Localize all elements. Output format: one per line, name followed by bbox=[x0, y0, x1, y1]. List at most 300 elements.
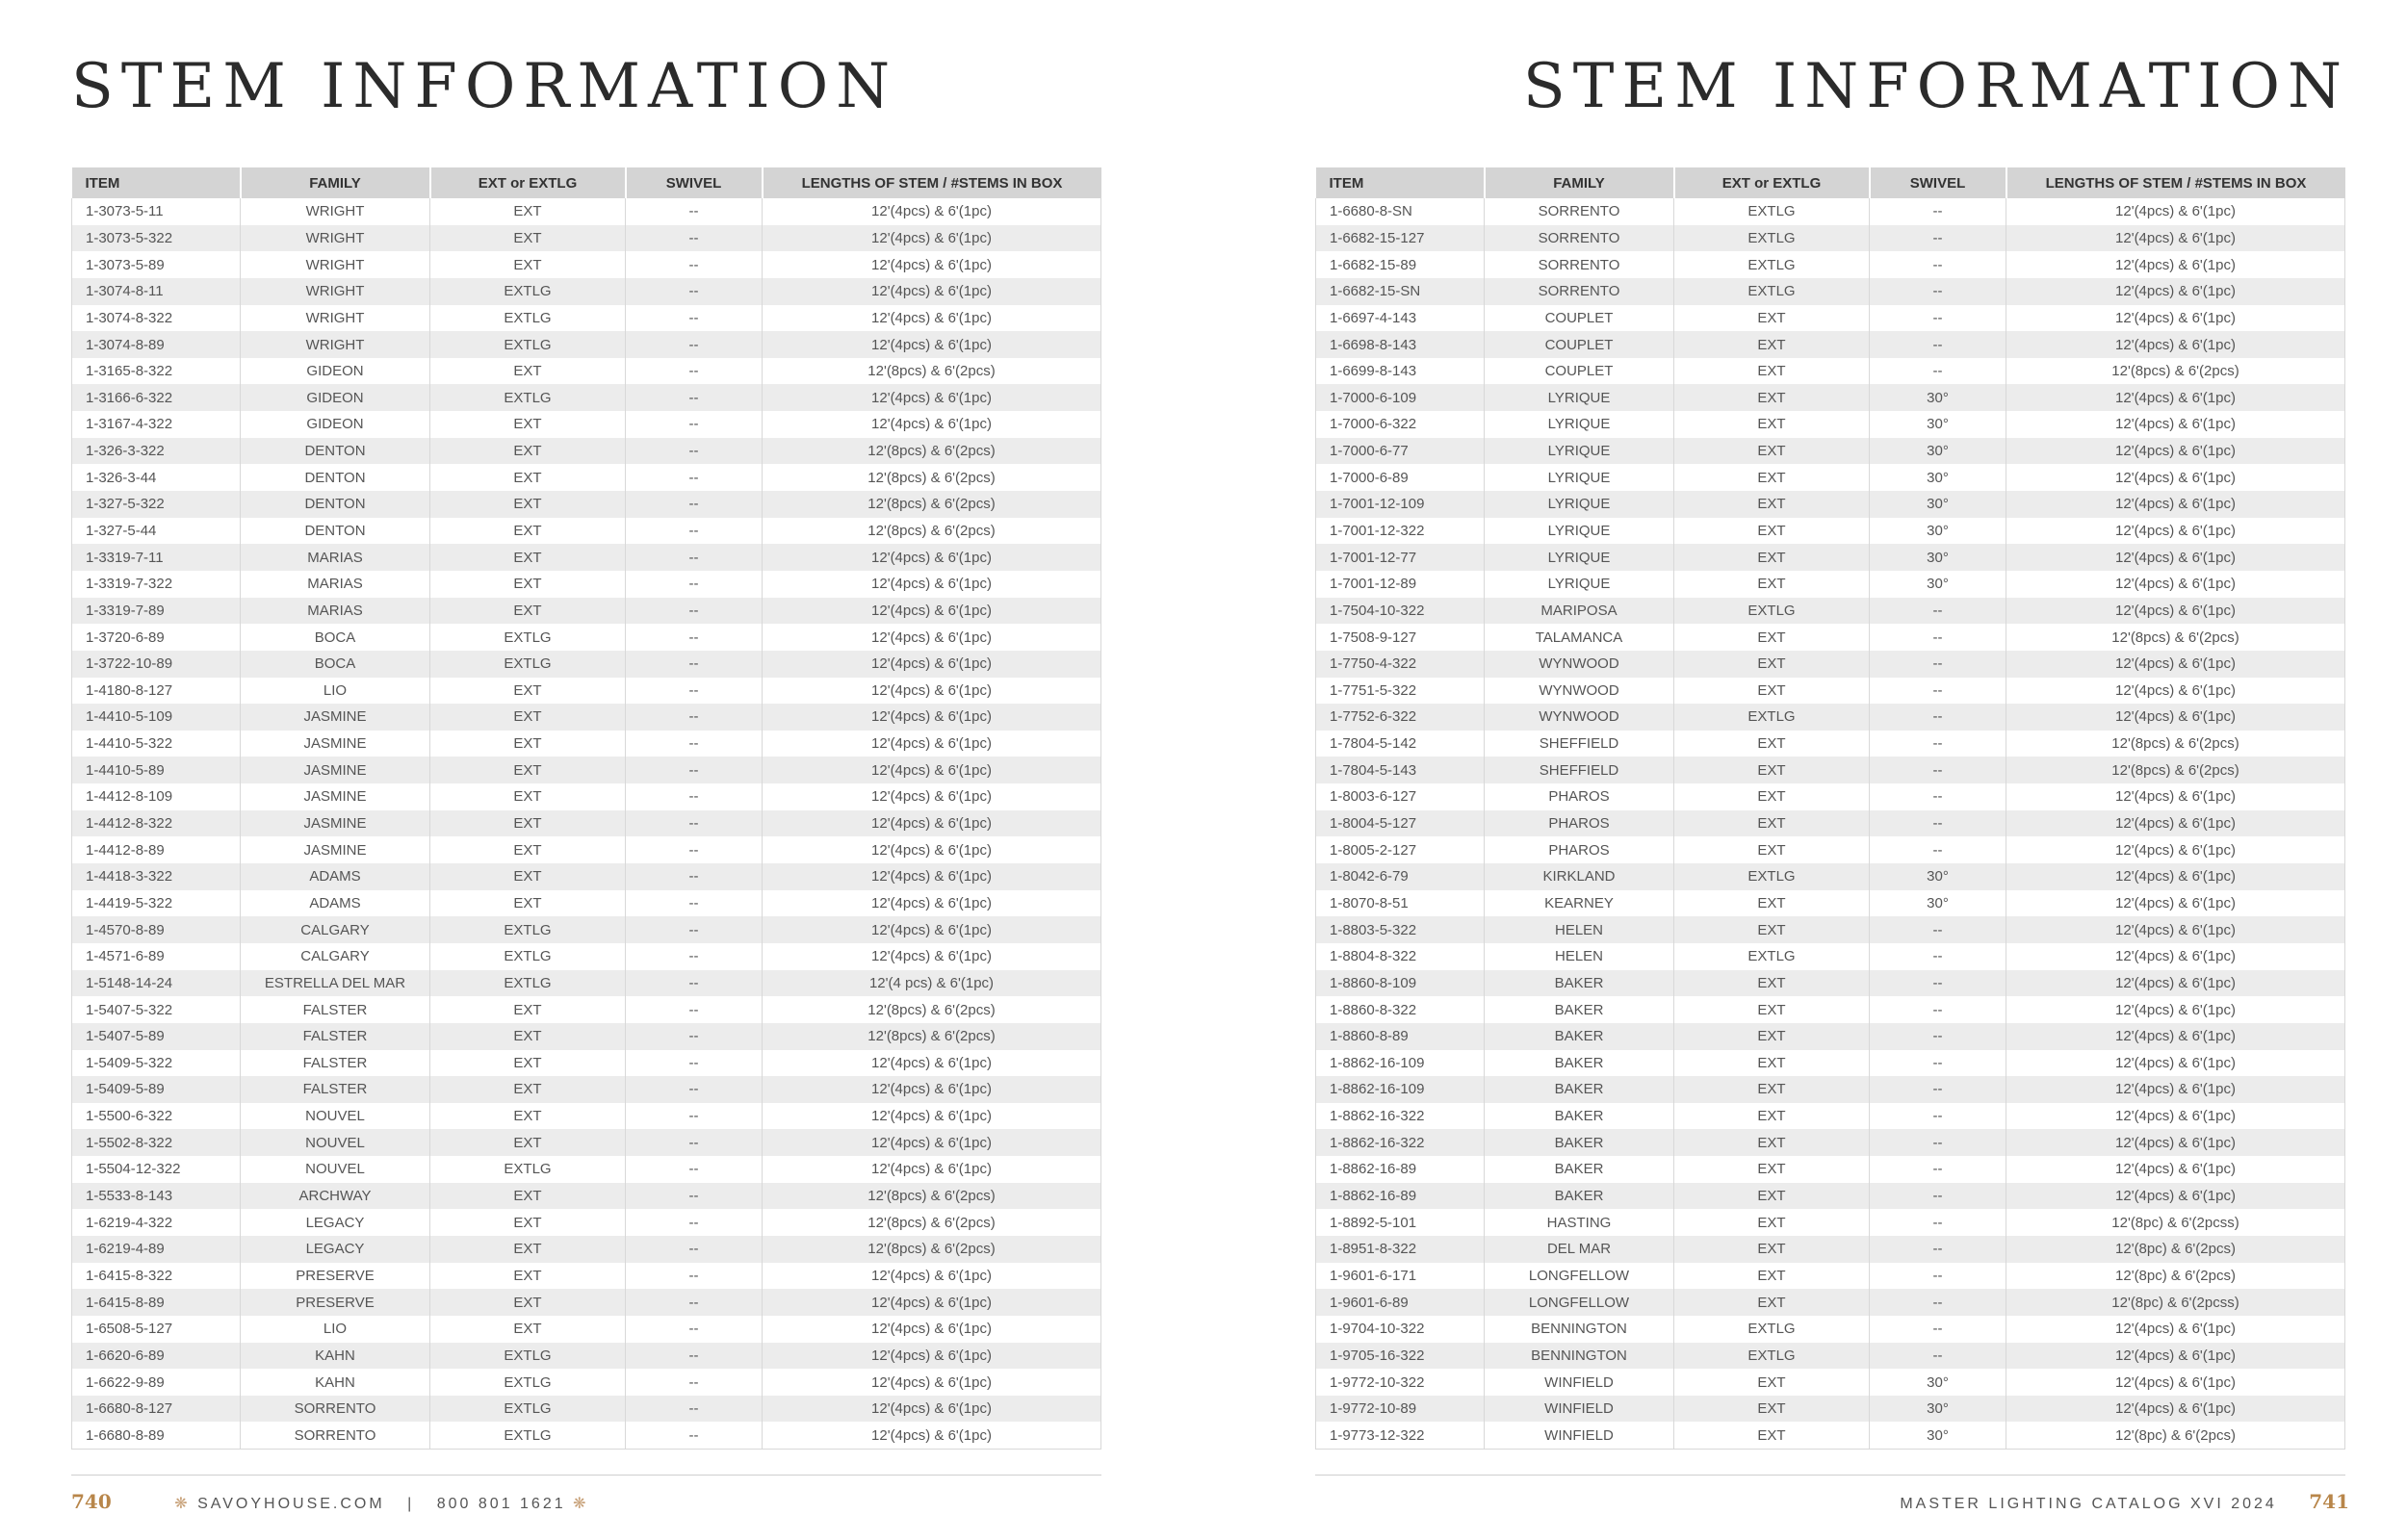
table-row bbox=[1316, 1103, 2345, 1130]
cell-lengths: 12'(4pcs) & 6'(1pc) bbox=[2006, 704, 2345, 731]
cell-ext: EXTLG bbox=[430, 1396, 626, 1423]
cell-ext: EXT bbox=[1674, 757, 1870, 783]
cell-lengths: 12'(4pcs) & 6'(1pc) bbox=[2006, 651, 2345, 678]
cell-item: 1-8804-8-322 bbox=[1316, 943, 1485, 970]
cell-item: 1-4571-6-89 bbox=[72, 943, 241, 970]
cell-family: COUPLET bbox=[1485, 331, 1674, 358]
cell-swivel: -- bbox=[626, 1156, 763, 1183]
cell-lengths: 12'(8pc) & 6'(2pcs) bbox=[2006, 1236, 2345, 1263]
cell-item: 1-8862-16-109 bbox=[1316, 1076, 1485, 1103]
cell-ext: EXT bbox=[1674, 890, 1870, 917]
cell-family: JASMINE bbox=[241, 810, 430, 837]
cell-family: MARIAS bbox=[241, 598, 430, 625]
table-row bbox=[1316, 704, 2345, 731]
cell-family: WINFIELD bbox=[1485, 1369, 1674, 1396]
cell-item: 1-6699-8-143 bbox=[1316, 358, 1485, 385]
column-header-item: ITEM bbox=[72, 167, 241, 198]
cell-lengths: 12'(4pcs) & 6'(1pc) bbox=[2006, 438, 2345, 465]
table-row bbox=[72, 1343, 1101, 1370]
cell-ext: EXT bbox=[430, 1076, 626, 1103]
cell-family: PRESERVE bbox=[241, 1289, 430, 1316]
cell-lengths: 12'(4pcs) & 6'(1pc) bbox=[2006, 571, 2345, 598]
cell-family: BAKER bbox=[1485, 1023, 1674, 1050]
cell-swivel: 30° bbox=[1870, 863, 2006, 890]
cell-item: 1-7752-6-322 bbox=[1316, 704, 1485, 731]
cell-lengths: 12'(4pcs) & 6'(1pc) bbox=[763, 251, 1101, 278]
cell-family: SORRENTO bbox=[241, 1396, 430, 1423]
cell-lengths: 12'(4pcs) & 6'(1pc) bbox=[2006, 464, 2345, 491]
cell-family: MARIAS bbox=[241, 571, 430, 598]
table-row bbox=[72, 1396, 1101, 1423]
cell-item: 1-7504-10-322 bbox=[1316, 598, 1485, 625]
cell-swivel: -- bbox=[1870, 1050, 2006, 1077]
cell-item: 1-3722-10-89 bbox=[72, 651, 241, 678]
cell-ext: EXTLG bbox=[1674, 863, 1870, 890]
cell-ext: EXT bbox=[1674, 1289, 1870, 1316]
cell-family: GIDEON bbox=[241, 411, 430, 438]
cell-lengths: 12'(4pcs) & 6'(1pc) bbox=[2006, 863, 2345, 890]
cell-item: 1-3319-7-89 bbox=[72, 598, 241, 625]
cell-lengths: 12'(4pcs) & 6'(1pc) bbox=[2006, 198, 2345, 225]
cell-lengths: 12'(4pcs) & 6'(1pc) bbox=[2006, 331, 2345, 358]
cell-family: PRESERVE bbox=[241, 1263, 430, 1290]
cell-item: 1-8860-8-109 bbox=[1316, 970, 1485, 997]
cell-swivel: -- bbox=[626, 358, 763, 385]
cell-item: 1-6680-8-127 bbox=[72, 1396, 241, 1423]
cell-lengths: 12'(8pcs) & 6'(2pcs) bbox=[2006, 624, 2345, 651]
cell-item: 1-7001-12-109 bbox=[1316, 491, 1485, 518]
cell-item: 1-9601-6-171 bbox=[1316, 1263, 1485, 1290]
table-row bbox=[72, 598, 1101, 625]
cell-ext: EXTLG bbox=[430, 943, 626, 970]
cell-family: LEGACY bbox=[241, 1209, 430, 1236]
cell-ext: EXT bbox=[430, 1129, 626, 1156]
cell-swivel: -- bbox=[1870, 1103, 2006, 1130]
cell-lengths: 12'(4pcs) & 6'(1pc) bbox=[763, 678, 1101, 705]
cell-ext: EXT bbox=[430, 783, 626, 810]
table-row bbox=[72, 783, 1101, 810]
cell-item: 1-5407-5-89 bbox=[72, 1023, 241, 1050]
cell-swivel: -- bbox=[1870, 678, 2006, 705]
table-row bbox=[1316, 225, 2345, 252]
cell-item: 1-8862-16-109 bbox=[1316, 1050, 1485, 1077]
cell-swivel: -- bbox=[1870, 731, 2006, 757]
cell-family: FALSTER bbox=[241, 996, 430, 1023]
cell-lengths: 12'(4pcs) & 6'(1pc) bbox=[763, 783, 1101, 810]
table-row bbox=[72, 1129, 1101, 1156]
cell-ext: EXT bbox=[430, 1183, 626, 1210]
cell-lengths: 12'(4pcs) & 6'(1pc) bbox=[763, 1343, 1101, 1370]
cell-item: 1-6415-8-89 bbox=[72, 1289, 241, 1316]
cell-lengths: 12'(4pcs) & 6'(1pc) bbox=[2006, 305, 2345, 332]
cell-ext: EXT bbox=[430, 1023, 626, 1050]
cell-swivel: -- bbox=[626, 1183, 763, 1210]
cell-family: KAHN bbox=[241, 1369, 430, 1396]
table-row bbox=[1316, 1076, 2345, 1103]
cell-family: BOCA bbox=[241, 624, 430, 651]
cell-lengths: 12'(8pcs) & 6'(2pcs) bbox=[763, 996, 1101, 1023]
cell-family: BENNINGTON bbox=[1485, 1343, 1674, 1370]
cell-family: FALSTER bbox=[241, 1076, 430, 1103]
cell-family: MARIPOSA bbox=[1485, 598, 1674, 625]
cell-swivel: -- bbox=[1870, 1129, 2006, 1156]
cell-lengths: 12'(4pcs) & 6'(1pc) bbox=[2006, 916, 2345, 943]
cell-lengths: 12'(8pc) & 6'(2pcss) bbox=[2006, 1209, 2345, 1236]
cell-family: SORRENTO bbox=[1485, 198, 1674, 225]
cell-swivel: -- bbox=[626, 996, 763, 1023]
cell-item: 1-5504-12-322 bbox=[72, 1156, 241, 1183]
cell-family: WINFIELD bbox=[1485, 1396, 1674, 1423]
flower-icon: ❋ bbox=[174, 1496, 191, 1512]
table-row bbox=[72, 571, 1101, 598]
cell-ext: EXTLG bbox=[430, 384, 626, 411]
cell-lengths: 12'(4pcs) & 6'(1pc) bbox=[763, 1289, 1101, 1316]
cell-item: 1-3073-5-11 bbox=[72, 198, 241, 225]
cell-lengths: 12'(8pc) & 6'(2pcss) bbox=[2006, 1289, 2345, 1316]
cell-family: LONGFELLOW bbox=[1485, 1289, 1674, 1316]
cell-swivel: -- bbox=[1870, 624, 2006, 651]
cell-item: 1-8070-8-51 bbox=[1316, 890, 1485, 917]
stem-table-left bbox=[71, 167, 1101, 1450]
cell-swivel: -- bbox=[626, 1103, 763, 1130]
cell-swivel: -- bbox=[626, 1263, 763, 1290]
table-row bbox=[1316, 1396, 2345, 1423]
table-row bbox=[1316, 571, 2345, 598]
table-row bbox=[72, 810, 1101, 837]
cell-item: 1-9705-16-322 bbox=[1316, 1343, 1485, 1370]
cell-family: LIO bbox=[241, 678, 430, 705]
cell-swivel: -- bbox=[1870, 198, 2006, 225]
column-header-swivel: SWIVEL bbox=[626, 167, 763, 198]
table-row bbox=[1316, 1209, 2345, 1236]
cell-swivel: -- bbox=[626, 783, 763, 810]
cell-lengths: 12'(4pcs) & 6'(1pc) bbox=[763, 943, 1101, 970]
cell-family: SORRENTO bbox=[1485, 225, 1674, 252]
cell-item: 1-5409-5-322 bbox=[72, 1050, 241, 1077]
cell-lengths: 12'(4pcs) & 6'(1pc) bbox=[2006, 1023, 2345, 1050]
cell-lengths: 12'(4pcs) & 6'(1pc) bbox=[763, 1316, 1101, 1343]
cell-family: CALGARY bbox=[241, 916, 430, 943]
flower-icon: ❋ bbox=[573, 1496, 589, 1512]
cell-lengths: 12'(8pcs) & 6'(2pcs) bbox=[763, 1236, 1101, 1263]
table-row bbox=[1316, 358, 2345, 385]
cell-swivel: -- bbox=[626, 863, 763, 890]
cell-swivel: -- bbox=[626, 384, 763, 411]
table-row bbox=[1316, 757, 2345, 783]
cell-ext: EXT bbox=[1674, 624, 1870, 651]
cell-item: 1-4412-8-89 bbox=[72, 836, 241, 863]
cell-ext: EXT bbox=[1674, 464, 1870, 491]
cell-family: PHAROS bbox=[1485, 810, 1674, 837]
cell-item: 1-327-5-322 bbox=[72, 491, 241, 518]
cell-swivel: -- bbox=[1870, 1289, 2006, 1316]
cell-ext: EXTLG bbox=[430, 624, 626, 651]
cell-ext: EXT bbox=[430, 571, 626, 598]
table-row bbox=[72, 518, 1101, 545]
cell-family: LYRIQUE bbox=[1485, 518, 1674, 545]
cell-ext: EXT bbox=[1674, 518, 1870, 545]
table-row bbox=[72, 544, 1101, 571]
cell-item: 1-6697-4-143 bbox=[1316, 305, 1485, 332]
cell-swivel: 30° bbox=[1870, 464, 2006, 491]
table-row bbox=[1316, 1156, 2345, 1183]
cell-swivel: 30° bbox=[1870, 1422, 2006, 1449]
cell-item: 1-4412-8-109 bbox=[72, 783, 241, 810]
cell-swivel: -- bbox=[626, 1129, 763, 1156]
cell-ext: EXT bbox=[1674, 384, 1870, 411]
cell-item: 1-3319-7-322 bbox=[72, 571, 241, 598]
cell-lengths: 12'(4pcs) & 6'(1pc) bbox=[763, 624, 1101, 651]
table-row bbox=[72, 305, 1101, 332]
cell-family: JASMINE bbox=[241, 731, 430, 757]
cell-lengths: 12'(8pc) & 6'(2pcs) bbox=[2006, 1263, 2345, 1290]
cell-swivel: 30° bbox=[1870, 544, 2006, 571]
footer-left bbox=[71, 1490, 588, 1513]
table-row bbox=[72, 1236, 1101, 1263]
cell-family: WYNWOOD bbox=[1485, 704, 1674, 731]
cell-family: NOUVEL bbox=[241, 1129, 430, 1156]
cell-swivel: -- bbox=[1870, 1209, 2006, 1236]
cell-family: BAKER bbox=[1485, 1156, 1674, 1183]
cell-swivel: -- bbox=[626, 916, 763, 943]
cell-lengths: 12'(4pcs) & 6'(1pc) bbox=[763, 278, 1101, 305]
cell-ext: EXT bbox=[430, 810, 626, 837]
cell-lengths: 12'(4pcs) & 6'(1pc) bbox=[763, 731, 1101, 757]
cell-family: JASMINE bbox=[241, 704, 430, 731]
cell-swivel: -- bbox=[626, 1343, 763, 1370]
cell-lengths: 12'(4pcs) & 6'(1pc) bbox=[2006, 783, 2345, 810]
cell-family: KEARNEY bbox=[1485, 890, 1674, 917]
table-row bbox=[72, 1369, 1101, 1396]
table-row bbox=[72, 1263, 1101, 1290]
cell-family: LIO bbox=[241, 1316, 430, 1343]
cell-item: 1-3165-8-322 bbox=[72, 358, 241, 385]
cell-ext: EXT bbox=[430, 464, 626, 491]
cell-family: CALGARY bbox=[241, 943, 430, 970]
cell-ext: EXT bbox=[430, 1289, 626, 1316]
table-row bbox=[1316, 278, 2345, 305]
table-row bbox=[72, 1209, 1101, 1236]
cell-ext: EXT bbox=[430, 544, 626, 571]
footer-separator: | bbox=[407, 1496, 415, 1512]
cell-item: 1-3319-7-11 bbox=[72, 544, 241, 571]
cell-swivel: -- bbox=[1870, 225, 2006, 252]
table-body-right bbox=[1316, 198, 2345, 1450]
cell-ext: EXT bbox=[1674, 331, 1870, 358]
table-row bbox=[1316, 836, 2345, 863]
cell-ext: EXT bbox=[1674, 1183, 1870, 1210]
cell-family: KAHN bbox=[241, 1343, 430, 1370]
cell-item: 1-3167-4-322 bbox=[72, 411, 241, 438]
cell-ext: EXT bbox=[430, 1236, 626, 1263]
table-row bbox=[72, 251, 1101, 278]
cell-family: SHEFFIELD bbox=[1485, 757, 1674, 783]
footer-right bbox=[1900, 1490, 2349, 1513]
cell-family: WRIGHT bbox=[241, 251, 430, 278]
cell-swivel: -- bbox=[1870, 651, 2006, 678]
cell-swivel: -- bbox=[1870, 1023, 2006, 1050]
cell-lengths: 12'(8pcs) & 6'(2pcs) bbox=[763, 1183, 1101, 1210]
cell-lengths: 12'(4pcs) & 6'(1pc) bbox=[763, 598, 1101, 625]
cell-family: SORRENTO bbox=[1485, 251, 1674, 278]
cell-family: DENTON bbox=[241, 518, 430, 545]
cell-family: LYRIQUE bbox=[1485, 438, 1674, 465]
cell-swivel: -- bbox=[1870, 810, 2006, 837]
table-row bbox=[1316, 1236, 2345, 1263]
cell-lengths: 12'(8pcs) & 6'(2pcs) bbox=[2006, 731, 2345, 757]
table-row bbox=[72, 757, 1101, 783]
table-row bbox=[72, 331, 1101, 358]
cell-ext: EXT bbox=[430, 1050, 626, 1077]
table-row bbox=[72, 996, 1101, 1023]
page-number-left: 740 bbox=[71, 1490, 112, 1513]
cell-item: 1-4410-5-322 bbox=[72, 731, 241, 757]
cell-lengths: 12'(4pcs) & 6'(1pc) bbox=[763, 1369, 1101, 1396]
cell-swivel: -- bbox=[626, 678, 763, 705]
cell-swivel: -- bbox=[1870, 598, 2006, 625]
cell-family: WRIGHT bbox=[241, 278, 430, 305]
cell-swivel: 30° bbox=[1870, 1369, 2006, 1396]
cell-swivel: -- bbox=[626, 571, 763, 598]
cell-ext: EXT bbox=[1674, 970, 1870, 997]
cell-family: TALAMANCA bbox=[1485, 624, 1674, 651]
cell-swivel: -- bbox=[1870, 996, 2006, 1023]
cell-item: 1-9601-6-89 bbox=[1316, 1289, 1485, 1316]
cell-swivel: -- bbox=[626, 225, 763, 252]
cell-family: GIDEON bbox=[241, 358, 430, 385]
cell-ext: EXTLG bbox=[1674, 251, 1870, 278]
cell-ext: EXT bbox=[430, 731, 626, 757]
cell-item: 1-3074-8-11 bbox=[72, 278, 241, 305]
column-header-family: FAMILY bbox=[241, 167, 430, 198]
cell-lengths: 12'(4pcs) & 6'(1pc) bbox=[763, 305, 1101, 332]
cell-swivel: -- bbox=[626, 624, 763, 651]
cell-ext: EXT bbox=[1674, 1236, 1870, 1263]
cell-swivel: -- bbox=[626, 1076, 763, 1103]
cell-swivel: -- bbox=[626, 518, 763, 545]
cell-ext: EXT bbox=[1674, 1396, 1870, 1423]
table-row bbox=[1316, 1023, 2345, 1050]
cell-ext: EXTLG bbox=[430, 1422, 626, 1449]
cell-ext: EXT bbox=[1674, 1156, 1870, 1183]
cell-ext: EXT bbox=[1674, 1422, 1870, 1449]
cell-lengths: 12'(4pcs) & 6'(1pc) bbox=[2006, 1129, 2345, 1156]
table-row bbox=[72, 1076, 1101, 1103]
cell-swivel: -- bbox=[1870, 251, 2006, 278]
table-row bbox=[72, 491, 1101, 518]
cell-item: 1-7750-4-322 bbox=[1316, 651, 1485, 678]
cell-item: 1-326-3-44 bbox=[72, 464, 241, 491]
cell-ext: EXT bbox=[1674, 1263, 1870, 1290]
cell-family: LYRIQUE bbox=[1485, 464, 1674, 491]
cell-ext: EXT bbox=[1674, 916, 1870, 943]
cell-family: ARCHWAY bbox=[241, 1183, 430, 1210]
cell-swivel: -- bbox=[626, 1396, 763, 1423]
table-row bbox=[1316, 624, 2345, 651]
cell-family: LYRIQUE bbox=[1485, 384, 1674, 411]
table-row bbox=[1316, 464, 2345, 491]
cell-ext: EXT bbox=[430, 836, 626, 863]
cell-item: 1-8860-8-322 bbox=[1316, 996, 1485, 1023]
cell-family: JASMINE bbox=[241, 757, 430, 783]
cell-item: 1-7804-5-143 bbox=[1316, 757, 1485, 783]
cell-item: 1-8003-6-127 bbox=[1316, 783, 1485, 810]
cell-family: WRIGHT bbox=[241, 331, 430, 358]
cell-swivel: -- bbox=[626, 757, 763, 783]
cell-lengths: 12'(4pcs) & 6'(1pc) bbox=[2006, 518, 2345, 545]
cell-lengths: 12'(4pcs) & 6'(1pc) bbox=[2006, 544, 2345, 571]
cell-item: 1-8042-6-79 bbox=[1316, 863, 1485, 890]
table-row bbox=[72, 1156, 1101, 1183]
table-row bbox=[1316, 810, 2345, 837]
cell-swivel: -- bbox=[1870, 757, 2006, 783]
cell-lengths: 12'(4pcs) & 6'(1pc) bbox=[2006, 1343, 2345, 1370]
cell-ext: EXT bbox=[1674, 836, 1870, 863]
cell-ext: EXT bbox=[1674, 411, 1870, 438]
cell-ext: EXT bbox=[430, 890, 626, 917]
catalog-title: MASTER LIGHTING CATALOG XVI 2024 bbox=[1900, 1496, 2277, 1512]
cell-ext: EXT bbox=[430, 411, 626, 438]
cell-item: 1-9772-10-322 bbox=[1316, 1369, 1485, 1396]
cell-swivel: -- bbox=[626, 544, 763, 571]
cell-swivel: 30° bbox=[1870, 518, 2006, 545]
cell-lengths: 12'(8pcs) & 6'(2pcs) bbox=[763, 464, 1101, 491]
cell-ext: EXTLG bbox=[1674, 278, 1870, 305]
cell-family: JASMINE bbox=[241, 836, 430, 863]
table-row bbox=[1316, 1263, 2345, 1290]
cell-swivel: 30° bbox=[1870, 571, 2006, 598]
table-row bbox=[1316, 916, 2345, 943]
cell-lengths: 12'(4pcs) & 6'(1pc) bbox=[2006, 1369, 2345, 1396]
cell-swivel: -- bbox=[626, 1422, 763, 1449]
cell-lengths: 12'(4pcs) & 6'(1pc) bbox=[763, 757, 1101, 783]
cell-ext: EXT bbox=[1674, 1076, 1870, 1103]
cell-swivel: -- bbox=[1870, 970, 2006, 997]
table-row bbox=[1316, 438, 2345, 465]
cell-family: BAKER bbox=[1485, 1129, 1674, 1156]
table-row bbox=[72, 1103, 1101, 1130]
table-header-row bbox=[1316, 167, 2345, 198]
cell-lengths: 12'(8pcs) & 6'(2pcs) bbox=[2006, 757, 2345, 783]
cell-swivel: -- bbox=[626, 810, 763, 837]
cell-ext: EXT bbox=[430, 678, 626, 705]
cell-lengths: 12'(4pcs) & 6'(1pc) bbox=[763, 1156, 1101, 1183]
cell-swivel: -- bbox=[626, 598, 763, 625]
cell-lengths: 12'(4 pcs) & 6'(1pc) bbox=[763, 970, 1101, 997]
cell-ext: EXT bbox=[1674, 305, 1870, 332]
cell-ext: EXTLG bbox=[1674, 943, 1870, 970]
cell-item: 1-4570-8-89 bbox=[72, 916, 241, 943]
cell-lengths: 12'(4pcs) & 6'(1pc) bbox=[763, 1050, 1101, 1077]
cell-ext: EXTLG bbox=[1674, 198, 1870, 225]
cell-ext: EXT bbox=[430, 863, 626, 890]
column-header-ext: EXT or EXTLG bbox=[1674, 167, 1870, 198]
table-header-row bbox=[72, 167, 1101, 198]
phone-number: 800 801 1621 bbox=[436, 1496, 566, 1512]
website-link[interactable]: SAVOYHOUSE.COM bbox=[197, 1496, 385, 1512]
table-row bbox=[1316, 384, 2345, 411]
table-row bbox=[1316, 1289, 2345, 1316]
cell-item: 1-6698-8-143 bbox=[1316, 331, 1485, 358]
cell-lengths: 12'(4pcs) & 6'(1pc) bbox=[2006, 678, 2345, 705]
cell-item: 1-3074-8-322 bbox=[72, 305, 241, 332]
cell-item: 1-6219-4-322 bbox=[72, 1209, 241, 1236]
cell-family: ADAMS bbox=[241, 863, 430, 890]
cell-item: 1-7000-6-77 bbox=[1316, 438, 1485, 465]
cell-item: 1-8862-16-89 bbox=[1316, 1183, 1485, 1210]
cell-lengths: 12'(4pcs) & 6'(1pc) bbox=[763, 651, 1101, 678]
cell-swivel: -- bbox=[1870, 1183, 2006, 1210]
